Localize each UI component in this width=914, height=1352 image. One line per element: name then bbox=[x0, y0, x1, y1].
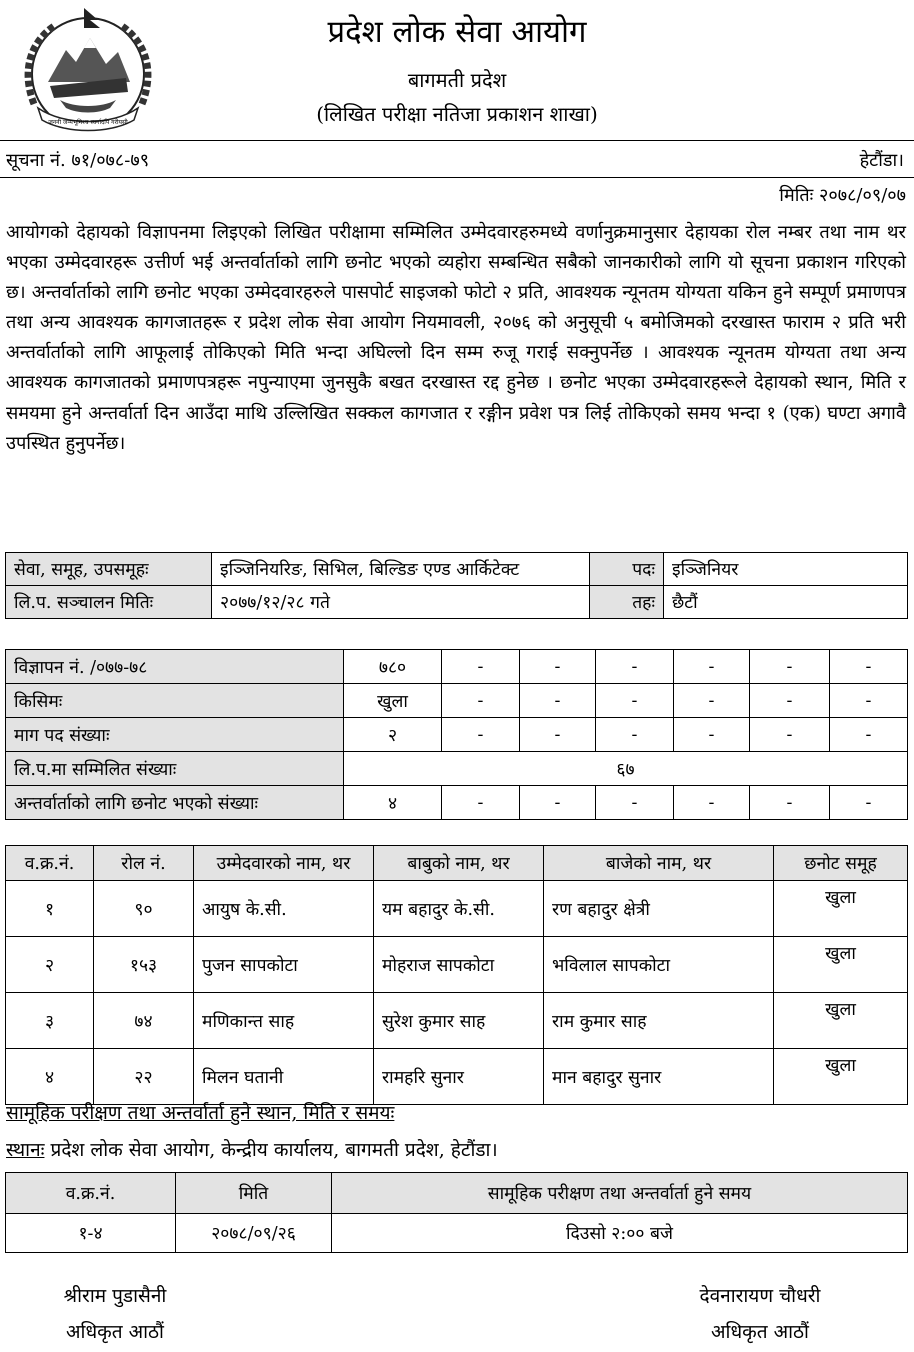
grandfather-name-cell: भविलाल सापकोटा bbox=[544, 937, 774, 993]
top-divider bbox=[0, 140, 914, 141]
service-value: इञ्जिनियरिङ, सिभिल, बिल्डिङ एण्ड आर्किटेक्ट bbox=[212, 553, 590, 586]
emblem-motto: जननी जन्मभूमिश्च स्वर्गादपि गरीयसी bbox=[48, 119, 128, 126]
father-name-cell: यम बहादुर के.सी. bbox=[374, 881, 544, 937]
serial-cell: ३ bbox=[6, 993, 94, 1049]
father-name-cell: मोहराज सापकोटा bbox=[374, 937, 544, 993]
roll-cell: १५३ bbox=[94, 937, 194, 993]
advert-cell: - bbox=[750, 684, 830, 718]
roll-cell: ९० bbox=[94, 881, 194, 937]
advert-cell: - bbox=[830, 786, 908, 820]
table-row bbox=[6, 1049, 908, 1105]
grandfather-name-cell: राम कुमार साह bbox=[544, 993, 774, 1049]
advert-row-label: लि.प.मा सम्मिलित संख्याः bbox=[6, 752, 344, 786]
advert-row-label: किसिमः bbox=[6, 684, 344, 718]
advert-cell: - bbox=[442, 718, 520, 752]
notice-body: आयोगको देहायको विज्ञापनमा लिइएको लिखित परीक्षामा सम्मिलित उम्मेदवारहरुमध्ये वर्णानुक्रमानुसार देहायका रोल नम्बर तथा नाम थर भएका उम्मेदवारहरू उत्तीर्ण भई अन्तर्वार्ताको लागि छनोट भएको व्यहोरा सम्बन्धित सबैको जानकारीको लागि यो सूचना प्रकाशन गरिएको छ। अन्तर्वार्ताको लागि छनोट भएका उम्मेदवारहरुले पासपोर्ट साइजको फोटो २ प्रति, आवश्यक न्यूनतम योग्यता यकिन हुने सम्पूर्ण प्रमाणपत्र तथा अन्य आवश्यक कागजातहरू र प्रदेश लोक सेवा आयोग नियमावली, २०७६ को अनुसूची ५ बमोजिमको दरखास्त फाराम २ प्रति भरी अन्तर्वार्ताको लागि आफूलाई तोकिएको मिति भन्दा अघिल्लो दिन सम्म रुजू गराई सक्नुपर्नेछ । आवश्यक न्यूनतम योग्यता तथा अन्य आवश्यक कागजातको प्रमाणपत्रहरू नपुन्याएमा जुनसुकै बखत दरखास्त रद्द हुनेछ । छनोट भएका उम्मेदवारहरूले देहायको स्थान, मिति र समयमा हुने अन्तर्वार्ता दिन आउँदा माथि उल्लिखित सक्कल कागजात र रङ्गीन प्रवेश पत्र लिई तोकिएको समय भन्दा १ (एक) घण्टा अगावै उपस्थित हुनुपर्नेछ। bbox=[6, 222, 906, 454]
advert-row bbox=[6, 752, 908, 786]
schedule-header-row bbox=[6, 1173, 908, 1214]
notice-place: हेटौंडा। bbox=[859, 150, 904, 171]
schedule-header-cell: व.क्र.नं. bbox=[6, 1173, 176, 1214]
office-title: प्रदेश लोक सेवा आयोग bbox=[327, 14, 587, 50]
table-row bbox=[6, 993, 908, 1049]
advert-cell: - bbox=[442, 786, 520, 820]
level-value: छैटौं bbox=[664, 586, 908, 619]
post-value: इञ्जिनियर bbox=[664, 553, 908, 586]
advert-cell: - bbox=[830, 684, 908, 718]
advert-cell: - bbox=[520, 718, 596, 752]
schedule-date-cell: २०७८/०९/२६ bbox=[176, 1214, 332, 1253]
group-cell: खुला bbox=[774, 937, 908, 993]
advert-cell: - bbox=[520, 650, 596, 684]
advert-cell: - bbox=[596, 718, 674, 752]
advert-cell: - bbox=[674, 650, 750, 684]
schedule-header-cell: सामूहिक परीक्षण तथा अन्तर्वार्ता हुने समय bbox=[332, 1173, 908, 1214]
advert-cell: - bbox=[596, 786, 674, 820]
table-row bbox=[6, 1214, 908, 1253]
service-row bbox=[6, 553, 908, 586]
grandfather-name-cell: मान बहादुर सुनार bbox=[544, 1049, 774, 1105]
results-header-cell: बाबुको नाम, थर bbox=[374, 846, 544, 881]
group-cell: खुला bbox=[774, 1049, 908, 1105]
advertisement-table bbox=[5, 649, 908, 820]
left-signatory-title: अधिकृत आठौं bbox=[66, 1321, 164, 1343]
advert-cell: ७८० bbox=[344, 650, 442, 684]
results-table bbox=[5, 845, 908, 1105]
advert-cell: - bbox=[674, 718, 750, 752]
results-header-cell: बाजेको नाम, थर bbox=[544, 846, 774, 881]
candidate-name-cell: मिलन घतानी bbox=[194, 1049, 374, 1105]
province-name: बागमती प्रदेश bbox=[407, 68, 507, 92]
advert-row-label: अन्तर्वार्ताको लागि छनोट भएको संख्याः bbox=[6, 786, 344, 820]
level-label: तहः bbox=[590, 586, 664, 619]
advert-cell: - bbox=[674, 786, 750, 820]
serial-cell: ४ bbox=[6, 1049, 94, 1105]
second-divider bbox=[0, 177, 914, 178]
results-header-row bbox=[6, 846, 908, 881]
candidate-name-cell: पुजन सापकोटा bbox=[194, 937, 374, 993]
right-signatory-title: अधिकृत आठौं bbox=[711, 1321, 809, 1343]
father-name-cell: रामहरि सुनार bbox=[374, 1049, 544, 1105]
service-label: सेवा, समूह, उपसमूहः bbox=[6, 553, 212, 586]
advert-cell: - bbox=[830, 650, 908, 684]
table-row bbox=[6, 937, 908, 993]
results-header-cell: व.क्र.नं. bbox=[6, 846, 94, 881]
branch-name: (लिखित परीक्षा नतिजा प्रकाशन शाखा) bbox=[316, 102, 598, 126]
advert-row-label: विज्ञापन नं. /०७७-७८ bbox=[6, 650, 344, 684]
serial-cell: २ bbox=[6, 937, 94, 993]
advert-cell: - bbox=[674, 684, 750, 718]
exam-row bbox=[6, 586, 908, 619]
advert-cell: खुला bbox=[344, 684, 442, 718]
results-header-cell: उम्मेदवारको नाम, थर bbox=[194, 846, 374, 881]
group-cell: खुला bbox=[774, 993, 908, 1049]
schedule-heading: सामूहिक परीक्षण तथा अन्तर्वार्ता हुने स्थान, मिति र समयः bbox=[6, 1102, 395, 1124]
roll-cell: ७४ bbox=[94, 993, 194, 1049]
advert-row bbox=[6, 650, 908, 684]
advert-cell: - bbox=[520, 684, 596, 718]
right-signatory-name: देवनारायण चौधरी bbox=[699, 1285, 821, 1307]
left-signatory-name: श्रीराम पुडासैनी bbox=[63, 1285, 167, 1307]
venue-line bbox=[6, 1136, 498, 1162]
service-info-table bbox=[5, 552, 908, 619]
results-header-cell: छनोट समूह bbox=[774, 846, 908, 881]
schedule-serial-cell: १-४ bbox=[6, 1214, 176, 1253]
serial-cell: १ bbox=[6, 881, 94, 937]
venue-value: प्रदेश लोक सेवा आयोग, केन्द्रीय कार्यालय, बागमती प्रदेश, हेटौंडा। bbox=[50, 1139, 498, 1161]
exam-date-value: २०७७/१२/२८ गते bbox=[212, 586, 590, 619]
notice-date: मितिः २०७८/०९/०७ bbox=[779, 185, 906, 206]
venue-label: स्थानः bbox=[6, 1139, 45, 1161]
advert-row bbox=[6, 786, 908, 820]
candidate-name-cell: आयुष के.सी. bbox=[194, 881, 374, 937]
advert-row bbox=[6, 718, 908, 752]
grandfather-name-cell: रण बहादुर क्षेत्री bbox=[544, 881, 774, 937]
advert-cell: - bbox=[750, 786, 830, 820]
schedule-table bbox=[5, 1172, 908, 1253]
advert-row-label: माग पद संख्याः bbox=[6, 718, 344, 752]
notice-number: सूचना नं. ७१/०७८-७९ bbox=[6, 150, 150, 171]
schedule-header-cell: मिति bbox=[176, 1173, 332, 1214]
schedule-time-cell: दिउसो २:०० बजे bbox=[332, 1214, 908, 1253]
advert-cell: - bbox=[520, 786, 596, 820]
roll-cell: २२ bbox=[94, 1049, 194, 1105]
advert-cell: - bbox=[750, 718, 830, 752]
table-row bbox=[6, 881, 908, 937]
group-cell: खुला bbox=[774, 881, 908, 937]
exam-date-label: लि.प. सञ्चालन मितिः bbox=[6, 586, 212, 619]
advert-cell: २ bbox=[344, 718, 442, 752]
advert-cell: - bbox=[596, 684, 674, 718]
post-label: पदः bbox=[590, 553, 664, 586]
advert-cell: ४ bbox=[344, 786, 442, 820]
father-name-cell: सुरेश कुमार साह bbox=[374, 993, 544, 1049]
advert-merged-cell: ६७ bbox=[344, 752, 908, 786]
advert-cell: - bbox=[442, 650, 520, 684]
advert-row bbox=[6, 684, 908, 718]
advert-cell: - bbox=[750, 650, 830, 684]
advert-cell: - bbox=[596, 650, 674, 684]
advert-cell: - bbox=[830, 718, 908, 752]
results-header-cell: रोल नं. bbox=[94, 846, 194, 881]
candidate-name-cell: मणिकान्त साह bbox=[194, 993, 374, 1049]
advert-cell: - bbox=[442, 684, 520, 718]
